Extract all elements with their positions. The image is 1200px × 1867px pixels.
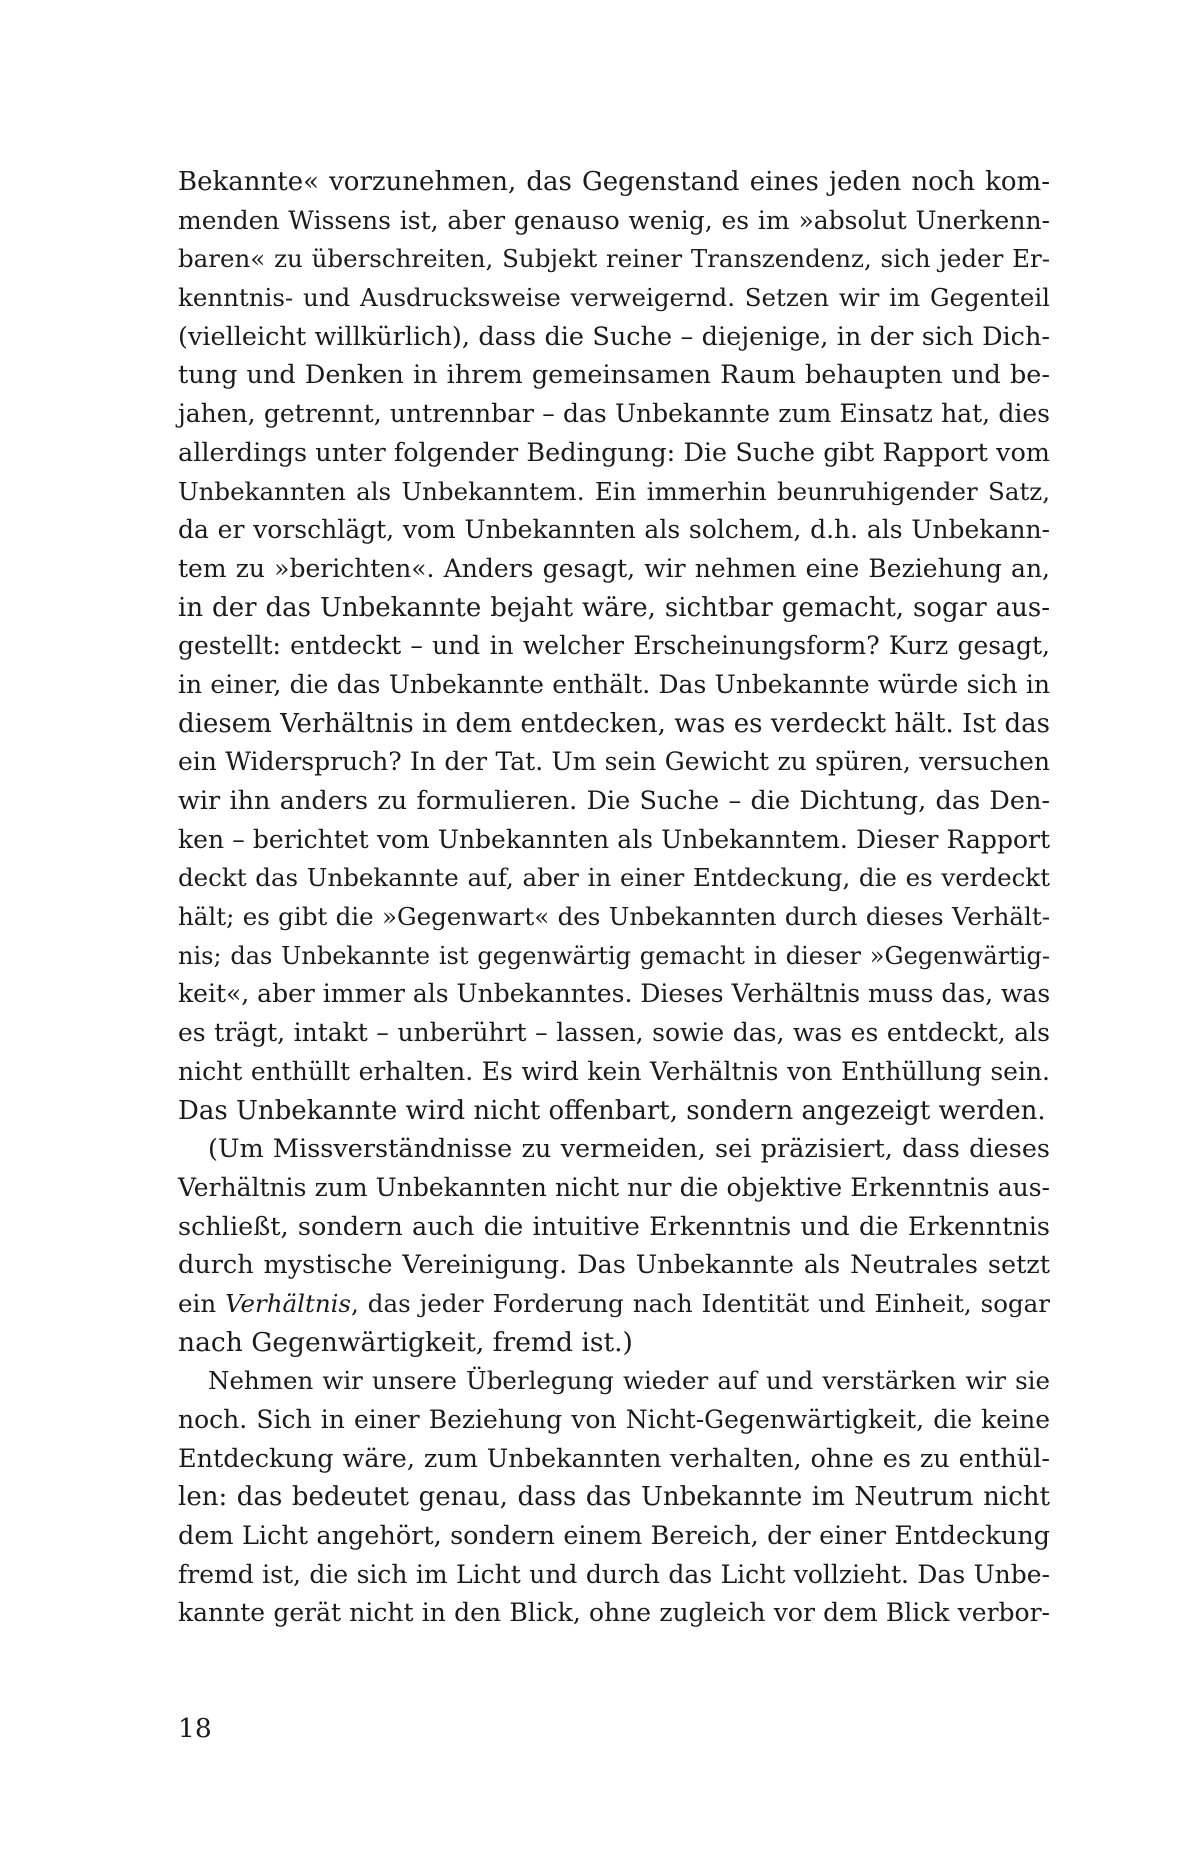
text-line: menden Wissens ist, aber genauso wenig, es im »absolut Unerkenn- [178,205,1050,235]
text-line: fremd ist, die sich im Licht und durch das Licht vollzieht. Das Unbe- [178,1559,1050,1589]
page-number: 18 [178,1713,212,1744]
text-line: hält; es gibt die »Gegenwart« des Unbekannten durch dieses Verhält- [178,902,1050,932]
text-line: durch mystische Vereinigung. Das Unbekannte als Neutrales setzt [178,1250,1050,1281]
text-line: noch. Sich in einer Beziehung von Nicht-Gegenwärtigkeit, die keine [178,1405,1050,1434]
text-line: keit«, aber immer als Unbekanntes. Dieses Verhältnis muss das, was [178,979,1051,1009]
text-line: jahen, getrennt, untrennbar – das Unbekannte zum Einsatz hat, dies [178,399,1050,429]
body-text [178,163,1050,1633]
text-line: da er vorschlägt, vom Unbekannten als solchem, d.h. als Unbekann- [178,515,1050,545]
text-line: nis; das Unbekannte ist gegenwärtig gemacht in dieser »Gegenwärtig- [178,941,1050,970]
text-line: Entdeckung wäre, zum Unbekannten verhalten, ohne es zu enthül- [178,1443,1050,1474]
text-line: ein Widerspruch? In der Tat. Um sein Gewicht zu spüren, versuchen [178,747,1050,777]
text-line: (Um Missverständnisse zu vermeiden, sei präzisiert, dass dieses [208,1134,1050,1165]
text-segment: , das jeder Forderung nach Identität und Einheit, sogar [351,1288,1050,1318]
text-line: dem Licht angehört, sondern einem Bereich, der einer Entdeckung [178,1521,1050,1552]
text-line: Das Unbekannte wird nicht offenbart, sondern angezeigt werden. [178,1095,1046,1126]
text-line: Bekannte« vorzunehmen, das Gegenstand eines jeden noch kom- [178,167,1050,197]
emphasis-text: Verhältnis [225,1288,352,1318]
text-line: in einer, die das Unbekannte enthält. Das Unbekannte würde sich in [178,669,1050,699]
text-segment: ein [178,1288,226,1318]
text-line: tem zu »berichten«. Anders gesagt, wir nehmen eine Beziehung an, [178,553,1050,583]
text-line: deckt das Unbekannte auf, aber in einer Entdeckung, die es verdeckt [178,863,1050,893]
text-line: gestellt: entdeckt – und in welcher Erscheinungsform? Kurz gesagt, [178,631,1050,661]
text-line: kannte gerät nicht in den Blick, ohne zugleich vor dem Blick verbor- [178,1598,1050,1628]
text-line: Verhältnis zum Unbekannten nicht nur die objektive Erkenntnis aus- [178,1172,1050,1202]
text-line: nach Gegenwärtigkeit, fremd ist.) [178,1326,633,1358]
text-line: schließt, sondern auch die intuitive Erkenntnis und die Erkenntnis [178,1211,1050,1242]
text-line: es trägt, intakt – unberührt – lassen, sowie das, was es entdeckt, als [178,1018,1050,1048]
text-line: baren« zu überschreiten, Subjekt reiner Transzendenz, sich jeder Er- [178,244,1050,274]
text-line [178,1285,1050,1324]
text-line: nicht enthüllt erhalten. Es wird kein Verhältnis von Enthüllung sein. [178,1056,1050,1086]
text-line: Unbekannten als Unbekanntem. Ein immerhin beunruhigender Satz, [178,476,1050,506]
text-line: ken – berichtet vom Unbekannten als Unbekanntem. Dieser Rapport [178,824,1050,854]
text-line: in der das Unbekannte bejaht wäre, sichtbar gemacht, sogar aus- [178,592,1050,623]
text-line: Nehmen wir unsere Überlegung wieder auf und verstärken wir sie [208,1366,1050,1396]
text-line: (vielleicht willkürlich), dass die Suche – diejenige, in der sich Dich- [178,321,1050,352]
text-line: tung und Denken in ihrem gemeinsamen Raum behaupten und be- [178,360,1050,391]
text-line: kenntnis- und Ausdrucksweise verweigernd. Setzen wir im Gegenteil [178,283,1050,313]
text-line: allerdings unter folgender Bedingung: Die Suche gibt Rapport vom [178,437,1050,468]
text-line: diesem Verhältnis in dem entdecken, was es verdeckt hält. Ist das [178,708,1050,739]
text-line: len: das bedeutet genau, dass das Unbekannte im Neutrum nicht [178,1482,1050,1513]
text-line: wir ihn anders zu formulieren. Die Suche – die Dichtung, das Den- [178,786,1050,816]
